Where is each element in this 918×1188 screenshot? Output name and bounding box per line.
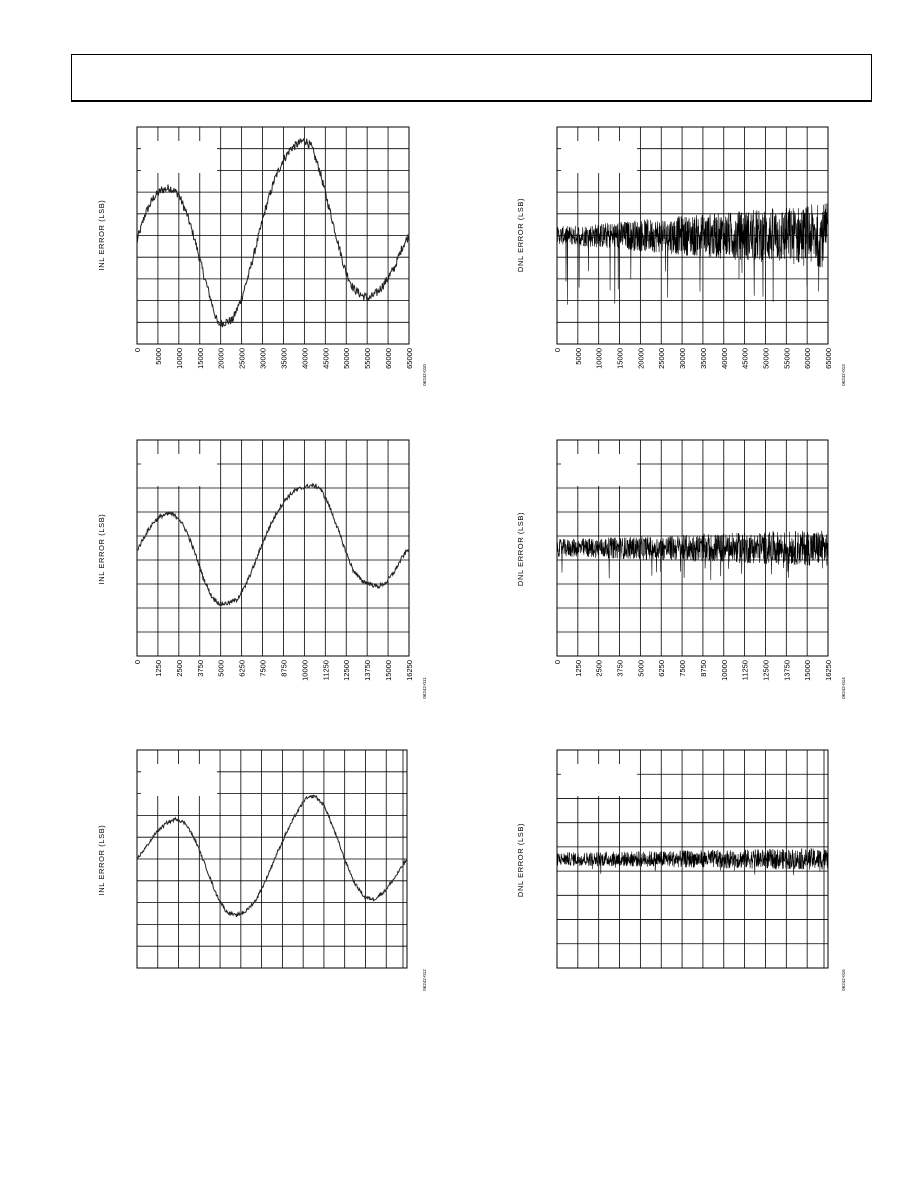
x-tick-label: 6250 xyxy=(657,660,667,677)
x-tick-label: 10000 xyxy=(300,660,310,681)
x-tick-label: 2500 xyxy=(594,660,604,677)
plot-frame xyxy=(557,750,828,968)
inl-series-line xyxy=(137,139,409,328)
legend-box xyxy=(141,454,217,486)
inl-series-line xyxy=(137,795,407,917)
chart-panel-inl-16250 xyxy=(97,440,427,699)
x-tick-label: 55000 xyxy=(782,348,792,369)
x-tick-label: 7500 xyxy=(678,660,688,677)
x-tick-label: 10000 xyxy=(174,348,184,369)
x-tick-label: 13750 xyxy=(363,660,373,681)
legend-box xyxy=(561,764,637,796)
x-tick-label: 0 xyxy=(133,660,142,665)
x-tick-label: 5000 xyxy=(573,348,583,365)
x-tick-label: 3750 xyxy=(615,660,625,677)
x-tick-label: 60000 xyxy=(803,348,813,369)
plot-frame xyxy=(137,440,409,656)
plot-frame xyxy=(137,750,407,968)
x-tick-label: 11250 xyxy=(740,660,750,681)
x-tick-label: 20000 xyxy=(636,348,646,369)
y-axis-label: INL ERROR (LSB) xyxy=(97,199,106,271)
x-tick-label: 2500 xyxy=(174,660,184,677)
x-tick-label: 40000 xyxy=(300,348,310,369)
x-tick-label: 0 xyxy=(133,348,142,353)
legend-box xyxy=(141,764,217,796)
x-tick-label: 35000 xyxy=(279,348,289,369)
x-tick-label: 10000 xyxy=(594,348,604,369)
x-tick-label: 5000 xyxy=(153,348,163,365)
x-tick-label: 40000 xyxy=(719,348,729,369)
y-axis-label: DNL ERROR (LSB) xyxy=(516,197,525,273)
x-tick-label: 30000 xyxy=(678,348,688,369)
plot-frame xyxy=(557,440,828,656)
chart-panel-dnl-65000 xyxy=(516,127,846,386)
x-tick-label: 7500 xyxy=(258,660,268,677)
x-tick-label: 10000 xyxy=(719,660,729,681)
x-tick-label: 50000 xyxy=(342,348,352,369)
page-header-box xyxy=(71,54,872,102)
x-tick-label: 30000 xyxy=(258,348,268,369)
x-tick-label: 8750 xyxy=(279,660,289,677)
x-tick-label: 45000 xyxy=(740,348,750,369)
y-axis-label: DNL ERROR (LSB) xyxy=(516,511,525,587)
legend-box xyxy=(561,141,637,173)
legend-box xyxy=(561,454,637,486)
x-tick-label: 16250 xyxy=(405,660,414,681)
figure-id: 06242-014 xyxy=(841,677,846,699)
chart-panel-inl-65000 xyxy=(97,127,427,386)
x-tick-label: 15000 xyxy=(615,348,625,369)
x-tick-label: 13750 xyxy=(782,660,792,681)
chart-panel-inl-3 xyxy=(97,750,427,991)
plot-frame xyxy=(137,127,409,344)
x-tick-label: 65000 xyxy=(405,348,414,369)
figure-id: 06242-012 xyxy=(422,969,427,991)
x-tick-label: 12500 xyxy=(342,660,352,681)
figure-id: 06242-011 xyxy=(422,677,427,699)
figure-id: 06242-015 xyxy=(841,969,846,991)
x-tick-label: 0 xyxy=(553,348,562,353)
x-tick-label: 1250 xyxy=(153,660,163,677)
x-tick-label: 5000 xyxy=(216,660,226,677)
dnl-series-line xyxy=(557,203,828,304)
plot-frame xyxy=(557,127,828,344)
x-tick-label: 6250 xyxy=(237,660,247,677)
x-tick-label: 12500 xyxy=(761,660,771,681)
figure-id: 06242-010 xyxy=(422,364,427,386)
chart-panel-dnl-3 xyxy=(516,750,846,991)
x-tick-label: 60000 xyxy=(384,348,394,369)
inl-series-line xyxy=(137,484,409,606)
x-tick-label: 8750 xyxy=(698,660,708,677)
x-tick-label: 0 xyxy=(553,660,562,665)
x-tick-label: 25000 xyxy=(657,348,667,369)
x-tick-label: 20000 xyxy=(216,348,226,369)
x-tick-label: 15000 xyxy=(384,660,394,681)
x-tick-label: 1250 xyxy=(573,660,583,677)
x-tick-label: 55000 xyxy=(363,348,373,369)
x-tick-label: 50000 xyxy=(761,348,771,369)
figure-id: 06242-013 xyxy=(841,364,846,386)
x-tick-label: 11250 xyxy=(321,660,331,681)
y-axis-label: INL ERROR (LSB) xyxy=(97,513,106,585)
x-tick-label: 5000 xyxy=(636,660,646,677)
dnl-series-line xyxy=(557,530,828,580)
x-tick-label: 45000 xyxy=(321,348,331,369)
y-axis-label: DNL ERROR (LSB) xyxy=(516,822,525,898)
x-tick-label: 35000 xyxy=(698,348,708,369)
y-axis-label: INL ERROR (LSB) xyxy=(97,824,106,896)
x-tick-label: 65000 xyxy=(824,348,833,369)
x-tick-label: 3750 xyxy=(195,660,205,677)
dnl-series-line xyxy=(557,849,828,876)
x-tick-label: 15000 xyxy=(803,660,813,681)
x-tick-label: 15000 xyxy=(195,348,205,369)
legend-box xyxy=(141,141,217,173)
x-tick-label: 25000 xyxy=(237,348,247,369)
chart-panel-dnl-16250 xyxy=(516,440,846,699)
x-tick-label: 16250 xyxy=(824,660,833,681)
